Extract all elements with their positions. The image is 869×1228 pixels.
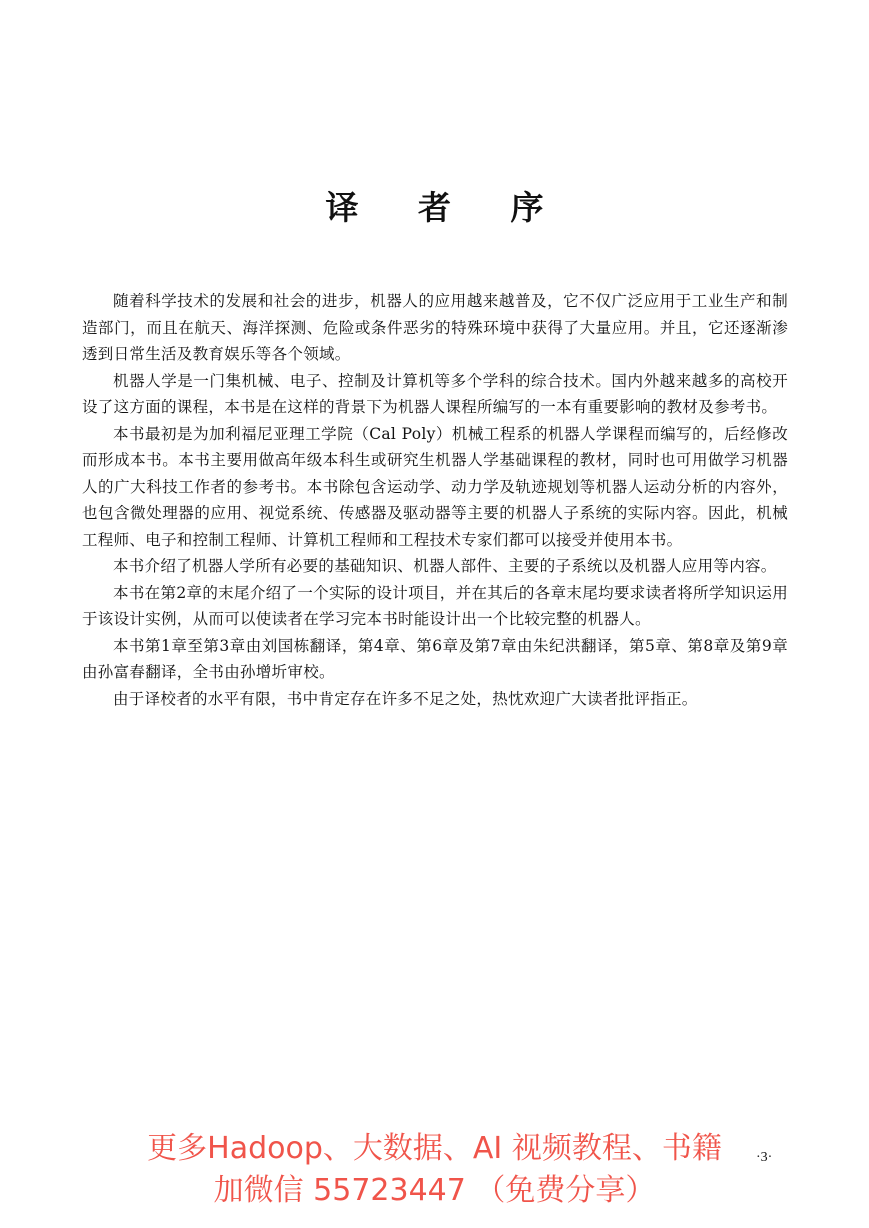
- paragraph-7: 由于译校者的水平有限，书中肯定存在许多不足之处，热忱欢迎广大读者批评指正。: [113, 689, 698, 708]
- paragraph-4: 本书介绍了机器人学所有必要的基础知识、机器人部件、主要的子系统以及机器人应用等内容。: [113, 557, 777, 575]
- paragraph-2: 机器人学是一门集机械、电子、控制及计算机等多个学科的综合技术。国内外越来越多的高校开设了这方面的课程，本书是在这样的背景下为机器人课程所编写的一本有重要影响的教材及参考书。: [82, 371, 788, 416]
- paragraph-1: 随着科学技术的发展和社会的进步，机器人的应用越来越普及，它不仅广泛应用于工业生产和制造部门，而且在航天、海洋探测、危险或条件恶劣的特殊环境中获得了大量应用。并且，它还逐渐渗透到日常生活及教育娱乐等各个领域。: [82, 292, 788, 363]
- preface-body: [82, 288, 788, 712]
- watermark-line-1: 更多Hadoop、大数据、AI 视频教程、书籍: [147, 1131, 722, 1166]
- paragraph-5: 本书在第2章的末尾介绍了一个实际的设计项目，并在其后的各章末尾均要求读者将所学知识运用于该设计实例，从而可以使读者在学习完本书时能设计出一个比较完整的机器人。: [82, 583, 788, 628]
- watermark-line-2: 加微信 55723447 （免费分享）: [213, 1173, 656, 1208]
- page-number: ·3·: [756, 1150, 773, 1165]
- paragraph-6: 本书第1章至第3章由刘国栋翻译，第4章、第6章及第7章由朱纪洪翻译，第5章、第8章及第9章由孙富春翻译，全书由孙增圻审校。: [82, 636, 788, 681]
- paragraph-3: 本书最初是为加利福尼亚理工学院（Cal Poly）机械工程系的机器人学课程而编写的，后经修改而形成本书。本书主要用做高年级本科生或研究生机器人学基础课程的教材，同时也可用做学习机器人的广大科技工作者的参考书。本书除包含运动学、动力学及轨迹规划等机器人运动分析的内容外，也包含微处理器的应用、视觉系统、传感器及驱动器等主要的机器人子系统的实际内容。因此，机械工程师、电子和控制工程师、计算机工程师和工程技术专家们都可以接受并使用本书。: [82, 424, 788, 549]
- page-title: 译 者 序: [325, 188, 568, 227]
